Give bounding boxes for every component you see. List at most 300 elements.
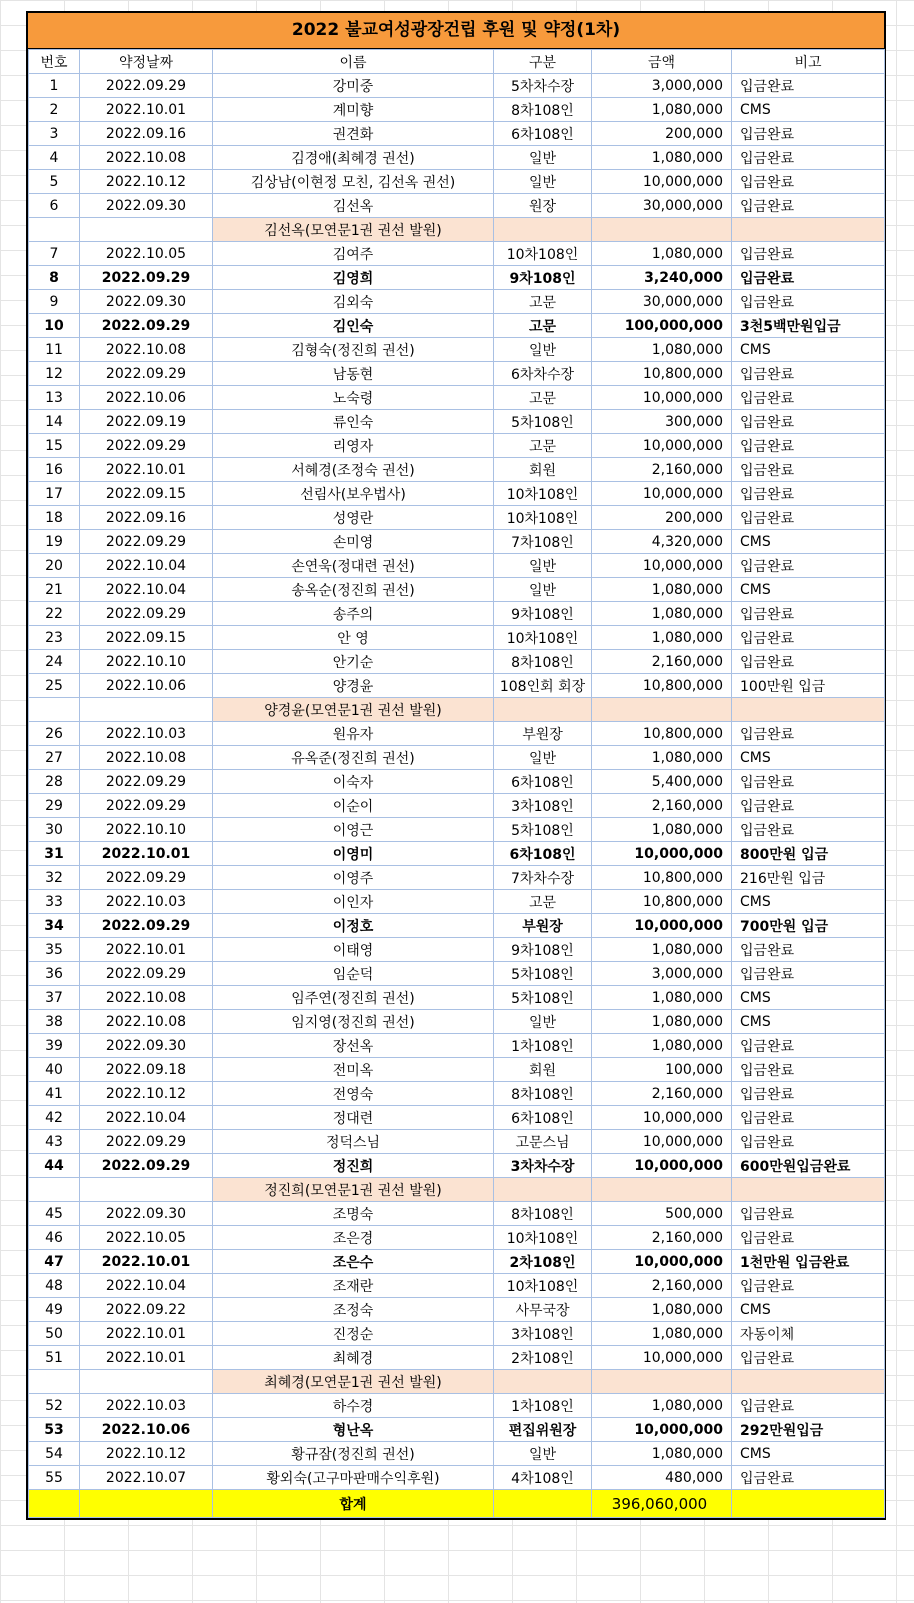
cell-name[interactable]: 조은수: [213, 1250, 494, 1274]
cell-name[interactable]: 권견화: [213, 122, 494, 146]
cell-date[interactable]: 2022.09.29: [80, 794, 213, 818]
cell-category[interactable]: 6차108인: [494, 1106, 592, 1130]
empty-cell[interactable]: [592, 1178, 732, 1202]
cell-note[interactable]: 입금완료: [732, 1466, 885, 1490]
cell-no[interactable]: 53: [29, 1418, 80, 1442]
cell-category[interactable]: 3차차수장: [494, 1154, 592, 1178]
cell-amount[interactable]: 10,000,000: [592, 1250, 732, 1274]
total-cell[interactable]: [732, 1490, 885, 1518]
cell-note[interactable]: 입금완료: [732, 602, 885, 626]
cell-no[interactable]: 20: [29, 554, 80, 578]
cell-no[interactable]: 52: [29, 1394, 80, 1418]
sub-note-text[interactable]: 김선옥(모연문1권 권선 발원): [213, 218, 494, 242]
cell-no[interactable]: 43: [29, 1130, 80, 1154]
cell-no[interactable]: 17: [29, 482, 80, 506]
cell-no[interactable]: 15: [29, 434, 80, 458]
cell-no[interactable]: 51: [29, 1346, 80, 1370]
cell-date[interactable]: 2022.09.29: [80, 1154, 213, 1178]
cell-amount[interactable]: 100,000: [592, 1058, 732, 1082]
cell-date[interactable]: 2022.09.16: [80, 122, 213, 146]
cell-category[interactable]: 일반: [494, 1010, 592, 1034]
cell-no[interactable]: 6: [29, 194, 80, 218]
cell-category[interactable]: 8차108인: [494, 1082, 592, 1106]
cell-amount[interactable]: 3,240,000: [592, 266, 732, 290]
cell-no[interactable]: 50: [29, 1322, 80, 1346]
cell-note[interactable]: 입금완료: [732, 1058, 885, 1082]
cell-date[interactable]: 2022.09.15: [80, 626, 213, 650]
cell-name[interactable]: 임순덕: [213, 962, 494, 986]
cell-no[interactable]: 45: [29, 1202, 80, 1226]
empty-cell[interactable]: [494, 1178, 592, 1202]
cell-amount[interactable]: 1,080,000: [592, 146, 732, 170]
cell-name[interactable]: 김형숙(정진희 권선): [213, 338, 494, 362]
cell-date[interactable]: 2022.10.01: [80, 98, 213, 122]
cell-name[interactable]: 류인숙: [213, 410, 494, 434]
cell-note[interactable]: 입금완료: [732, 794, 885, 818]
cell-name[interactable]: 안 영: [213, 626, 494, 650]
cell-name[interactable]: 황외숙(고구마판매수익후원): [213, 1466, 494, 1490]
cell-note[interactable]: 입금완료: [732, 626, 885, 650]
cell-date[interactable]: 2022.09.19: [80, 410, 213, 434]
cell-amount[interactable]: 500,000: [592, 1202, 732, 1226]
cell-date[interactable]: 2022.09.18: [80, 1058, 213, 1082]
cell-category[interactable]: 회원: [494, 1058, 592, 1082]
cell-category[interactable]: 고문: [494, 290, 592, 314]
cell-note[interactable]: 600만원입금완료: [732, 1154, 885, 1178]
cell-category[interactable]: 7차차수장: [494, 866, 592, 890]
cell-name[interactable]: 김여주: [213, 242, 494, 266]
cell-note[interactable]: 입금완료: [732, 242, 885, 266]
cell-no[interactable]: 49: [29, 1298, 80, 1322]
cell-no[interactable]: 12: [29, 362, 80, 386]
cell-no[interactable]: 5: [29, 170, 80, 194]
cell-note[interactable]: 입금완료: [732, 122, 885, 146]
cell-name[interactable]: 조재란: [213, 1274, 494, 1298]
empty-cell[interactable]: [80, 698, 213, 722]
cell-name[interactable]: 정덕스님: [213, 1130, 494, 1154]
cell-no[interactable]: 40: [29, 1058, 80, 1082]
cell-note[interactable]: 100만원 입금: [732, 674, 885, 698]
cell-name[interactable]: 이태영: [213, 938, 494, 962]
cell-note[interactable]: 입금완료: [732, 410, 885, 434]
cell-amount[interactable]: 10,000,000: [592, 554, 732, 578]
cell-name[interactable]: 이순이: [213, 794, 494, 818]
cell-date[interactable]: 2022.10.06: [80, 1418, 213, 1442]
cell-no[interactable]: 4: [29, 146, 80, 170]
cell-name[interactable]: 원유자: [213, 722, 494, 746]
cell-no[interactable]: 38: [29, 1010, 80, 1034]
cell-name[interactable]: 전미옥: [213, 1058, 494, 1082]
cell-amount[interactable]: 1,080,000: [592, 1442, 732, 1466]
cell-note[interactable]: CMS: [732, 986, 885, 1010]
cell-amount[interactable]: 10,000,000: [592, 434, 732, 458]
cell-amount[interactable]: 2,160,000: [592, 1274, 732, 1298]
total-cell[interactable]: [494, 1490, 592, 1518]
cell-amount[interactable]: 10,000,000: [592, 386, 732, 410]
cell-note[interactable]: 입금완료: [732, 194, 885, 218]
header-date[interactable]: 약정날짜: [80, 50, 213, 74]
cell-amount[interactable]: 1,080,000: [592, 98, 732, 122]
cell-no[interactable]: 3: [29, 122, 80, 146]
cell-date[interactable]: 2022.09.29: [80, 434, 213, 458]
cell-no[interactable]: 44: [29, 1154, 80, 1178]
cell-no[interactable]: 18: [29, 506, 80, 530]
cell-category[interactable]: 5차108인: [494, 818, 592, 842]
cell-note[interactable]: 입금완료: [732, 554, 885, 578]
cell-category[interactable]: 9차108인: [494, 602, 592, 626]
cell-no[interactable]: 23: [29, 626, 80, 650]
cell-name[interactable]: 선림사(보우법사): [213, 482, 494, 506]
cell-name[interactable]: 김인숙: [213, 314, 494, 338]
cell-category[interactable]: 4차108인: [494, 1466, 592, 1490]
empty-cell[interactable]: [732, 1178, 885, 1202]
cell-date[interactable]: 2022.09.30: [80, 1034, 213, 1058]
cell-no[interactable]: 16: [29, 458, 80, 482]
cell-category[interactable]: 부원장: [494, 914, 592, 938]
cell-category[interactable]: 8차108인: [494, 650, 592, 674]
cell-no[interactable]: 37: [29, 986, 80, 1010]
cell-name[interactable]: 손미영: [213, 530, 494, 554]
cell-note[interactable]: 입금완료: [732, 938, 885, 962]
cell-date[interactable]: 2022.10.04: [80, 1274, 213, 1298]
cell-amount[interactable]: 10,800,000: [592, 890, 732, 914]
cell-amount[interactable]: 1,080,000: [592, 1034, 732, 1058]
empty-cell[interactable]: [592, 218, 732, 242]
cell-note[interactable]: 입금완료: [732, 1346, 885, 1370]
header-name[interactable]: 이름: [213, 50, 494, 74]
empty-cell[interactable]: [80, 1370, 213, 1394]
cell-note[interactable]: 700만원 입금: [732, 914, 885, 938]
cell-name[interactable]: 김외숙: [213, 290, 494, 314]
cell-no[interactable]: 48: [29, 1274, 80, 1298]
cell-date[interactable]: 2022.10.08: [80, 1010, 213, 1034]
cell-no[interactable]: 8: [29, 266, 80, 290]
cell-category[interactable]: 6차108인: [494, 842, 592, 866]
cell-name[interactable]: 남동현: [213, 362, 494, 386]
cell-date[interactable]: 2022.10.08: [80, 986, 213, 1010]
cell-no[interactable]: 36: [29, 962, 80, 986]
empty-cell[interactable]: [732, 218, 885, 242]
cell-date[interactable]: 2022.10.07: [80, 1466, 213, 1490]
empty-cell[interactable]: [29, 698, 80, 722]
cell-note[interactable]: 입금완료: [732, 146, 885, 170]
empty-cell[interactable]: [29, 1178, 80, 1202]
cell-category[interactable]: 5차108인: [494, 410, 592, 434]
cell-category[interactable]: 일반: [494, 146, 592, 170]
cell-date[interactable]: 2022.09.16: [80, 506, 213, 530]
cell-no[interactable]: 33: [29, 890, 80, 914]
cell-category[interactable]: 10차108인: [494, 482, 592, 506]
empty-cell[interactable]: [494, 1370, 592, 1394]
cell-amount[interactable]: 3,000,000: [592, 962, 732, 986]
cell-name[interactable]: 조은경: [213, 1226, 494, 1250]
cell-no[interactable]: 21: [29, 578, 80, 602]
cell-date[interactable]: 2022.10.12: [80, 1442, 213, 1466]
cell-category[interactable]: 8차108인: [494, 1202, 592, 1226]
cell-no[interactable]: 30: [29, 818, 80, 842]
cell-date[interactable]: 2022.09.29: [80, 866, 213, 890]
cell-note[interactable]: 자동이체: [732, 1322, 885, 1346]
cell-amount[interactable]: 10,800,000: [592, 866, 732, 890]
cell-note[interactable]: CMS: [732, 890, 885, 914]
cell-name[interactable]: 형난옥: [213, 1418, 494, 1442]
cell-note[interactable]: CMS: [732, 530, 885, 554]
cell-note[interactable]: 입금완료: [732, 290, 885, 314]
total-cell[interactable]: [80, 1490, 213, 1518]
cell-amount[interactable]: 10,000,000: [592, 1418, 732, 1442]
cell-amount[interactable]: 1,080,000: [592, 986, 732, 1010]
cell-date[interactable]: 2022.09.29: [80, 314, 213, 338]
cell-amount[interactable]: 480,000: [592, 1466, 732, 1490]
empty-cell[interactable]: [592, 1370, 732, 1394]
empty-cell[interactable]: [494, 698, 592, 722]
cell-no[interactable]: 22: [29, 602, 80, 626]
cell-amount[interactable]: 10,800,000: [592, 674, 732, 698]
cell-note[interactable]: CMS: [732, 1298, 885, 1322]
cell-note[interactable]: 입금완료: [732, 1394, 885, 1418]
cell-amount[interactable]: 10,000,000: [592, 170, 732, 194]
cell-amount[interactable]: 10,800,000: [592, 722, 732, 746]
cell-note[interactable]: CMS: [732, 1010, 885, 1034]
cell-category[interactable]: 5차108인: [494, 962, 592, 986]
cell-note[interactable]: 입금완료: [732, 1274, 885, 1298]
cell-note[interactable]: 입금완료: [732, 74, 885, 98]
cell-category[interactable]: 부원장: [494, 722, 592, 746]
empty-cell[interactable]: [732, 698, 885, 722]
cell-amount[interactable]: 1,080,000: [592, 938, 732, 962]
cell-name[interactable]: 임주연(정진희 권선): [213, 986, 494, 1010]
cell-date[interactable]: 2022.10.01: [80, 938, 213, 962]
cell-note[interactable]: 292만원입금: [732, 1418, 885, 1442]
cell-category[interactable]: 5차108인: [494, 986, 592, 1010]
cell-note[interactable]: 입금완료: [732, 650, 885, 674]
cell-amount[interactable]: 3,000,000: [592, 74, 732, 98]
cell-name[interactable]: 조명숙: [213, 1202, 494, 1226]
cell-category[interactable]: 회원: [494, 458, 592, 482]
cell-date[interactable]: 2022.10.05: [80, 1226, 213, 1250]
cell-no[interactable]: 29: [29, 794, 80, 818]
cell-name[interactable]: 유옥준(정진희 권선): [213, 746, 494, 770]
cell-date[interactable]: 2022.10.08: [80, 746, 213, 770]
empty-cell[interactable]: [29, 218, 80, 242]
header-category[interactable]: 구분: [494, 50, 592, 74]
cell-name[interactable]: 강미중: [213, 74, 494, 98]
cell-date[interactable]: 2022.10.08: [80, 338, 213, 362]
cell-no[interactable]: 14: [29, 410, 80, 434]
cell-note[interactable]: 입금완료: [732, 818, 885, 842]
cell-name[interactable]: 정대련: [213, 1106, 494, 1130]
header-amount[interactable]: 금액: [592, 50, 732, 74]
cell-amount[interactable]: 5,400,000: [592, 770, 732, 794]
cell-date[interactable]: 2022.09.29: [80, 914, 213, 938]
cell-date[interactable]: 2022.09.29: [80, 362, 213, 386]
cell-amount[interactable]: 10,000,000: [592, 1154, 732, 1178]
cell-category[interactable]: 1차108인: [494, 1394, 592, 1418]
cell-note[interactable]: 입금완료: [732, 770, 885, 794]
cell-date[interactable]: 2022.10.04: [80, 1106, 213, 1130]
cell-amount[interactable]: 1,080,000: [592, 602, 732, 626]
cell-note[interactable]: CMS: [732, 1442, 885, 1466]
cell-no[interactable]: 10: [29, 314, 80, 338]
cell-date[interactable]: 2022.10.06: [80, 674, 213, 698]
cell-no[interactable]: 28: [29, 770, 80, 794]
cell-amount[interactable]: 1,080,000: [592, 1394, 732, 1418]
cell-category[interactable]: 고문: [494, 314, 592, 338]
cell-date[interactable]: 2022.10.12: [80, 170, 213, 194]
cell-name[interactable]: 이영미: [213, 842, 494, 866]
cell-name[interactable]: 송주의: [213, 602, 494, 626]
cell-note[interactable]: 입금완료: [732, 482, 885, 506]
empty-cell[interactable]: [592, 698, 732, 722]
header-note[interactable]: 비고: [732, 50, 885, 74]
cell-category[interactable]: 10차108인: [494, 506, 592, 530]
cell-no[interactable]: 47: [29, 1250, 80, 1274]
cell-date[interactable]: 2022.10.01: [80, 842, 213, 866]
cell-name[interactable]: 성영란: [213, 506, 494, 530]
cell-no[interactable]: 13: [29, 386, 80, 410]
cell-name[interactable]: 이인자: [213, 890, 494, 914]
cell-no[interactable]: 41: [29, 1082, 80, 1106]
cell-amount[interactable]: 2,160,000: [592, 650, 732, 674]
cell-date[interactable]: 2022.10.08: [80, 146, 213, 170]
cell-amount[interactable]: 200,000: [592, 122, 732, 146]
cell-note[interactable]: 입금완료: [732, 1082, 885, 1106]
cell-name[interactable]: 김경애(최혜경 권선): [213, 146, 494, 170]
cell-category[interactable]: 고문: [494, 386, 592, 410]
cell-date[interactable]: 2022.10.10: [80, 818, 213, 842]
cell-no[interactable]: 54: [29, 1442, 80, 1466]
cell-amount[interactable]: 1,080,000: [592, 626, 732, 650]
cell-amount[interactable]: 10,000,000: [592, 1106, 732, 1130]
cell-note[interactable]: 800만원 입금: [732, 842, 885, 866]
cell-no[interactable]: 35: [29, 938, 80, 962]
cell-category[interactable]: 일반: [494, 170, 592, 194]
cell-amount[interactable]: 200,000: [592, 506, 732, 530]
empty-cell[interactable]: [732, 1370, 885, 1394]
cell-name[interactable]: 김선옥: [213, 194, 494, 218]
cell-date[interactable]: 2022.09.22: [80, 1298, 213, 1322]
cell-note[interactable]: CMS: [732, 746, 885, 770]
cell-category[interactable]: 6차차수장: [494, 362, 592, 386]
cell-note[interactable]: CMS: [732, 338, 885, 362]
cell-amount[interactable]: 10,000,000: [592, 482, 732, 506]
cell-amount[interactable]: 1,080,000: [592, 1010, 732, 1034]
cell-category[interactable]: 편집위원장: [494, 1418, 592, 1442]
cell-category[interactable]: 10차108인: [494, 1274, 592, 1298]
sub-note-text[interactable]: 정진희(모연문1권 권선 발원): [213, 1178, 494, 1202]
cell-date[interactable]: 2022.09.15: [80, 482, 213, 506]
cell-amount[interactable]: 1,080,000: [592, 818, 732, 842]
cell-date[interactable]: 2022.09.29: [80, 266, 213, 290]
cell-date[interactable]: 2022.10.03: [80, 722, 213, 746]
cell-no[interactable]: 26: [29, 722, 80, 746]
cell-note[interactable]: 입금완료: [732, 386, 885, 410]
cell-note[interactable]: 입금완료: [732, 458, 885, 482]
cell-category[interactable]: 7차108인: [494, 530, 592, 554]
cell-no[interactable]: 34: [29, 914, 80, 938]
cell-date[interactable]: 2022.10.04: [80, 554, 213, 578]
cell-category[interactable]: 3차108인: [494, 1322, 592, 1346]
cell-date[interactable]: 2022.10.01: [80, 458, 213, 482]
header-no[interactable]: 번호: [29, 50, 80, 74]
cell-category[interactable]: 고문스님: [494, 1130, 592, 1154]
cell-category[interactable]: 일반: [494, 746, 592, 770]
cell-name[interactable]: 진정순: [213, 1322, 494, 1346]
cell-name[interactable]: 손연욱(정대련 권선): [213, 554, 494, 578]
cell-name[interactable]: 황규잠(정진희 권선): [213, 1442, 494, 1466]
sub-note-text[interactable]: 최혜경(모연문1권 권선 발원): [213, 1370, 494, 1394]
cell-category[interactable]: 일반: [494, 338, 592, 362]
cell-note[interactable]: 입금완료: [732, 1130, 885, 1154]
cell-category[interactable]: 사무국장: [494, 1298, 592, 1322]
cell-category[interactable]: 일반: [494, 1442, 592, 1466]
cell-no[interactable]: 1: [29, 74, 80, 98]
cell-no[interactable]: 31: [29, 842, 80, 866]
cell-no[interactable]: 25: [29, 674, 80, 698]
cell-amount[interactable]: 1,080,000: [592, 1298, 732, 1322]
cell-amount[interactable]: 1,080,000: [592, 242, 732, 266]
cell-date[interactable]: 2022.09.30: [80, 1202, 213, 1226]
cell-amount[interactable]: 1,080,000: [592, 746, 732, 770]
total-cell[interactable]: [29, 1490, 80, 1518]
cell-amount[interactable]: 10,000,000: [592, 914, 732, 938]
cell-category[interactable]: 8차108인: [494, 98, 592, 122]
cell-note[interactable]: 입금완료: [732, 434, 885, 458]
empty-cell[interactable]: [80, 218, 213, 242]
cell-note[interactable]: 입금완료: [732, 266, 885, 290]
cell-date[interactable]: 2022.10.06: [80, 386, 213, 410]
cell-note[interactable]: 입금완료: [732, 1226, 885, 1250]
empty-cell[interactable]: [494, 218, 592, 242]
cell-date[interactable]: 2022.09.29: [80, 530, 213, 554]
cell-no[interactable]: 7: [29, 242, 80, 266]
cell-category[interactable]: 10차108인: [494, 242, 592, 266]
cell-name[interactable]: 노숙령: [213, 386, 494, 410]
cell-name[interactable]: 리영자: [213, 434, 494, 458]
cell-note[interactable]: 216만원 입금: [732, 866, 885, 890]
cell-amount[interactable]: 30,000,000: [592, 194, 732, 218]
cell-date[interactable]: 2022.10.01: [80, 1322, 213, 1346]
cell-name[interactable]: 이영주: [213, 866, 494, 890]
cell-category[interactable]: 9차108인: [494, 938, 592, 962]
cell-amount[interactable]: 2,160,000: [592, 794, 732, 818]
cell-name[interactable]: 김상남(이현정 모친, 김선옥 권선): [213, 170, 494, 194]
cell-name[interactable]: 서혜경(조정숙 권선): [213, 458, 494, 482]
cell-date[interactable]: 2022.10.01: [80, 1346, 213, 1370]
cell-no[interactable]: 19: [29, 530, 80, 554]
cell-no[interactable]: 2: [29, 98, 80, 122]
cell-date[interactable]: 2022.09.29: [80, 1130, 213, 1154]
cell-name[interactable]: 안기순: [213, 650, 494, 674]
empty-cell[interactable]: [29, 1370, 80, 1394]
cell-date[interactable]: 2022.09.29: [80, 770, 213, 794]
cell-category[interactable]: 108인회 회장: [494, 674, 592, 698]
cell-note[interactable]: 입금완료: [732, 1034, 885, 1058]
cell-name[interactable]: 계미향: [213, 98, 494, 122]
cell-date[interactable]: 2022.09.29: [80, 602, 213, 626]
sub-note-text[interactable]: 양경윤(모연문1권 권선 발원): [213, 698, 494, 722]
cell-category[interactable]: 10차108인: [494, 626, 592, 650]
cell-amount[interactable]: 10,000,000: [592, 1130, 732, 1154]
cell-name[interactable]: 전영숙: [213, 1082, 494, 1106]
cell-date[interactable]: 2022.10.04: [80, 578, 213, 602]
cell-date[interactable]: 2022.09.30: [80, 290, 213, 314]
cell-note[interactable]: 입금완료: [732, 1202, 885, 1226]
cell-amount[interactable]: 2,160,000: [592, 1226, 732, 1250]
cell-category[interactable]: 2차108인: [494, 1346, 592, 1370]
cell-amount[interactable]: 4,320,000: [592, 530, 732, 554]
cell-note[interactable]: 3천5백만원입금: [732, 314, 885, 338]
